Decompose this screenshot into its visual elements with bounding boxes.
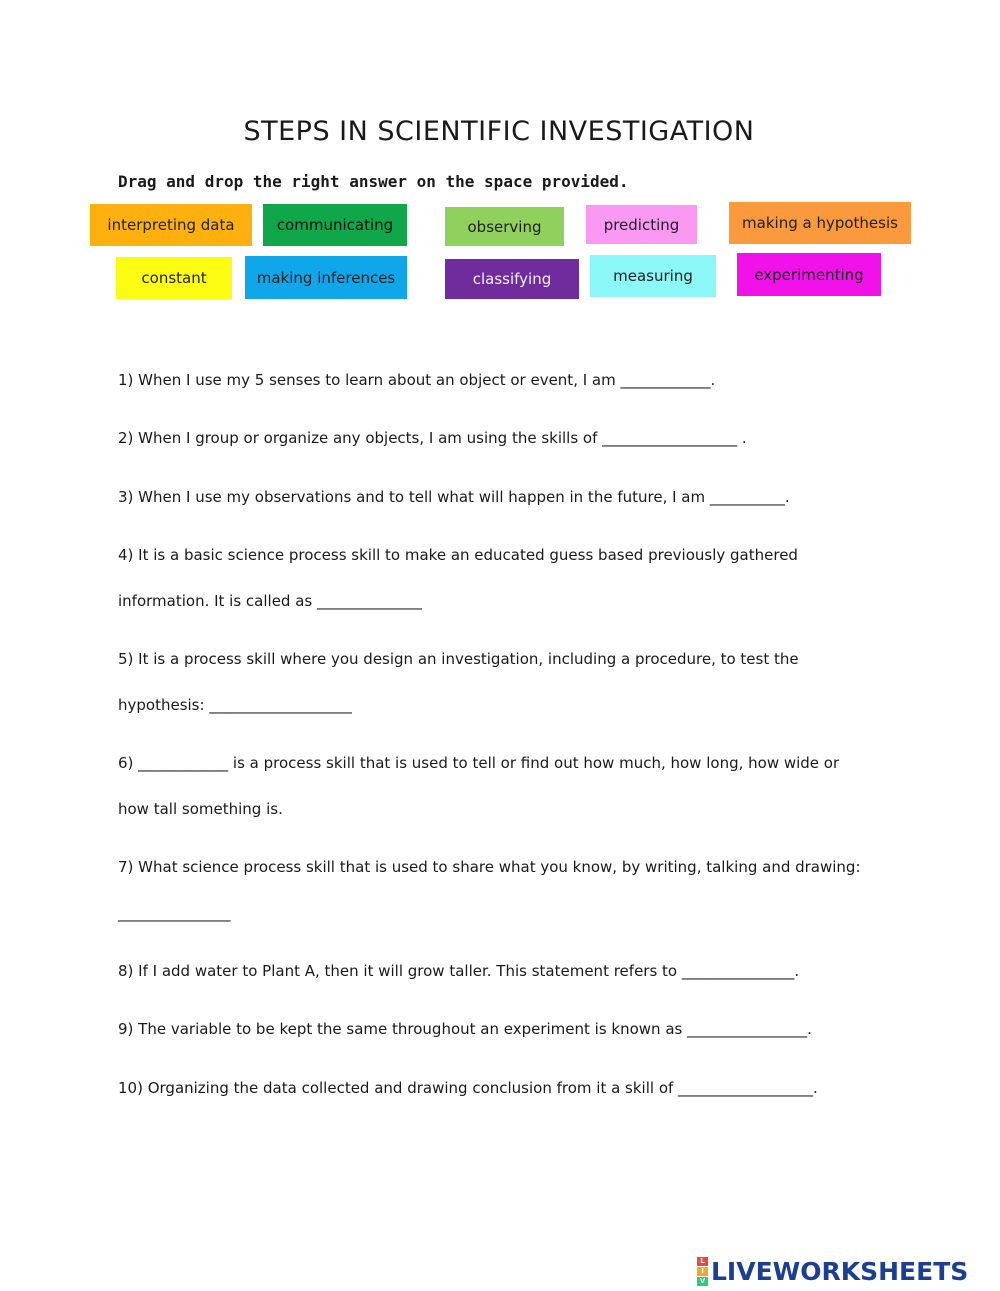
chip-predicting[interactable]: predicting — [586, 205, 697, 244]
chip-communicating[interactable]: communicating — [263, 204, 407, 246]
chip-making-inferences[interactable]: making inferences — [245, 256, 407, 299]
question-6-line-1: 6) ____________ is a process skill that is used to tell or find out how much, how long, how wide or — [118, 754, 840, 772]
chip-experimenting[interactable]: experimenting — [737, 253, 881, 296]
chip-observing[interactable]: observing — [445, 207, 564, 246]
question-10: 10) Organizing the data collected and drawing conclusion from it a skill of __________________. — [118, 1079, 818, 1097]
question-3: 3) When I use my observations and to tell what will happen in the future, I am __________. — [118, 488, 790, 506]
logo-badge-icon — [697, 1257, 708, 1286]
logo-text: LIVEWORKSHEETS — [711, 1256, 969, 1286]
chip-classifying[interactable]: classifying — [445, 259, 579, 299]
question-4-line-2: information. It is called as ______________ — [118, 592, 422, 610]
question-8: 8) If I add water to Plant A, then it will grow taller. This statement refers to _______________. — [118, 962, 800, 980]
chip-constant[interactable]: constant — [116, 257, 232, 299]
logo-badge-letter: I — [697, 1267, 708, 1276]
chip-interpreting-data[interactable]: interpreting data — [90, 204, 252, 246]
logo-badge-letter: L — [697, 1257, 708, 1266]
instruction-text: Drag and drop the right answer on the space provided. — [118, 172, 629, 191]
question-5-line-2: hypothesis: ___________________ — [118, 696, 352, 714]
question-1: 1) When I use my 5 senses to learn about an object or event, I am ____________. — [118, 371, 716, 389]
question-7-line-2: _______________ — [118, 904, 231, 922]
logo-badge-letter: V — [697, 1277, 708, 1286]
chip-making-a-hypothesis[interactable]: making a hypothesis — [729, 202, 911, 244]
chip-measuring[interactable]: measuring — [590, 255, 716, 297]
question-5-line-1: 5) It is a process skill where you design an investigation, including a procedure, to test the — [118, 650, 799, 668]
question-4-line-1: 4) It is a basic science process skill to make an educated guess based previously gathered — [118, 546, 798, 564]
page-title: STEPS IN SCIENTIFIC INVESTIGATION — [243, 116, 755, 147]
question-9: 9) The variable to be kept the same throughout an experiment is known as ________________. — [118, 1020, 812, 1038]
question-6-line-2: how tall something is. — [118, 800, 283, 818]
liveworksheets-logo — [697, 1256, 968, 1286]
question-2: 2) When I group or organize any objects, I am using the skills of __________________ . — [118, 429, 747, 447]
question-7-line-1: 7) What science process skill that is used to share what you know, by writing, talking and drawing: — [118, 858, 861, 876]
